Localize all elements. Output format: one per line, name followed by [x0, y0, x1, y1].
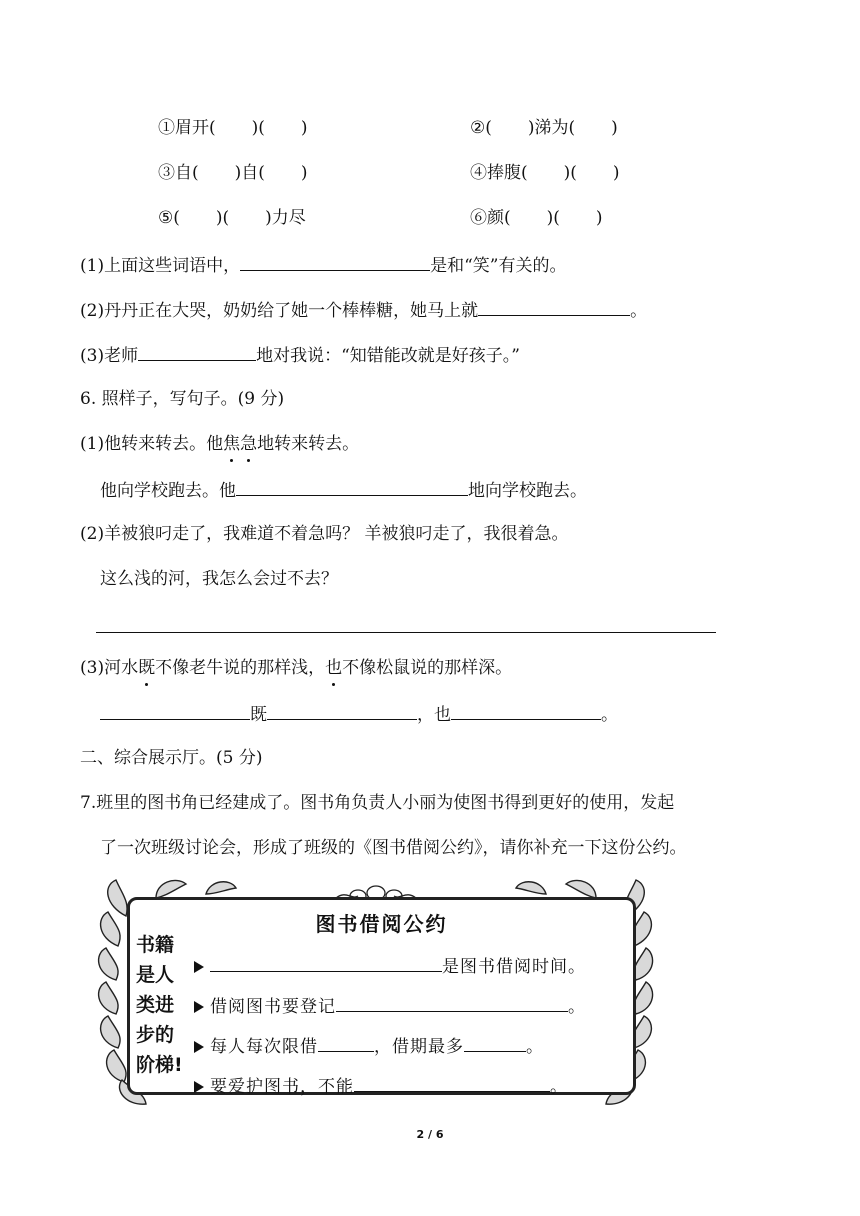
q6-example-3: (3)河水既不像老牛说的那样浅，也不像松鼠说的那样深。: [80, 658, 513, 678]
answer-blank[interactable]: [318, 1035, 374, 1052]
idiom-4: ④捧腹( )( ): [470, 163, 620, 183]
q7-text-line-2: 了一次班级讨论会，形成了班级的《图书借阅公约》，请你补充一下这份公约。: [100, 838, 687, 858]
idiom-3: ③自( )自( ): [158, 163, 308, 183]
bullet-triangle-icon: [194, 1081, 204, 1093]
answer-blank[interactable]: [464, 1035, 526, 1052]
answer-blank[interactable]: [240, 252, 430, 271]
pledge-item-2: 借阅图书要登记 。: [194, 992, 586, 1017]
q5-item-2: (2)丹丹正在大哭，奶奶给了她一个棒棒糖，她马上就 。: [80, 297, 647, 323]
answer-blank[interactable]: [354, 1075, 550, 1092]
poster-frame: [127, 897, 636, 1095]
bullet-triangle-icon: [194, 1001, 204, 1013]
pledge-item-1: 是图书借阅时间。: [194, 952, 586, 977]
q6-example-2: (2)羊被狼叼走了，我难道不着急吗？ 羊被狼叼走了，我很着急。: [80, 524, 569, 544]
answer-blank[interactable]: [236, 477, 468, 496]
pledge-item-3: 每人每次限借 ，借期最多 。: [194, 1032, 544, 1057]
answer-blank[interactable]: [336, 995, 568, 1012]
q6-example-1: (1)他转来转去。他焦急地转来转去。: [80, 434, 360, 454]
q6-heading: 6. 照样子，写句子。(9 分): [80, 389, 285, 409]
pledge-item-4: 要爱护图书，不能 。: [194, 1072, 568, 1097]
q6-task-3: 既 ，也 。: [100, 701, 618, 727]
answer-blank[interactable]: [478, 297, 630, 316]
idiom-2: ②( )涕为( ): [470, 118, 618, 138]
answer-line[interactable]: [96, 632, 716, 633]
poster-side-slogan: 书籍 是人 类进 步的 阶梯!: [136, 934, 183, 1076]
q5-item-3: (3)老师 地对我说：“知错能改就是好孩子。”: [80, 342, 520, 368]
bullet-triangle-icon: [194, 1041, 204, 1053]
answer-blank[interactable]: [210, 955, 442, 972]
borrowing-pledge-poster: [96, 876, 656, 1112]
answer-blank[interactable]: [100, 701, 250, 720]
page-number: 2 / 6: [416, 1128, 444, 1141]
idiom-6: ⑥颜( )( ): [470, 208, 603, 228]
idiom-1: ①眉开( )( ): [158, 118, 308, 138]
answer-blank[interactable]: [267, 701, 417, 720]
poster-title: 图书借阅公约: [315, 912, 448, 936]
bullet-triangle-icon: [194, 961, 204, 973]
q5-item-1: (1)上面这些词语中， 是和“笑”有关的。: [80, 252, 566, 278]
answer-blank[interactable]: [138, 342, 256, 361]
idiom-5: ⑤( )( )力尽: [158, 208, 306, 228]
answer-blank[interactable]: [451, 701, 601, 720]
q6-task-2: 这么浅的河，我怎么会过不去？: [100, 569, 338, 589]
q6-task-1: 他向学校跑去。他 地向学校跑去。: [100, 477, 587, 503]
q7-text-line-1: 7.班里的图书角已经建成了。图书角负责人小丽为使图书得到更好的使用，发起: [80, 793, 675, 813]
section-2-heading: 二、综合展示厅。(5 分): [80, 748, 263, 768]
